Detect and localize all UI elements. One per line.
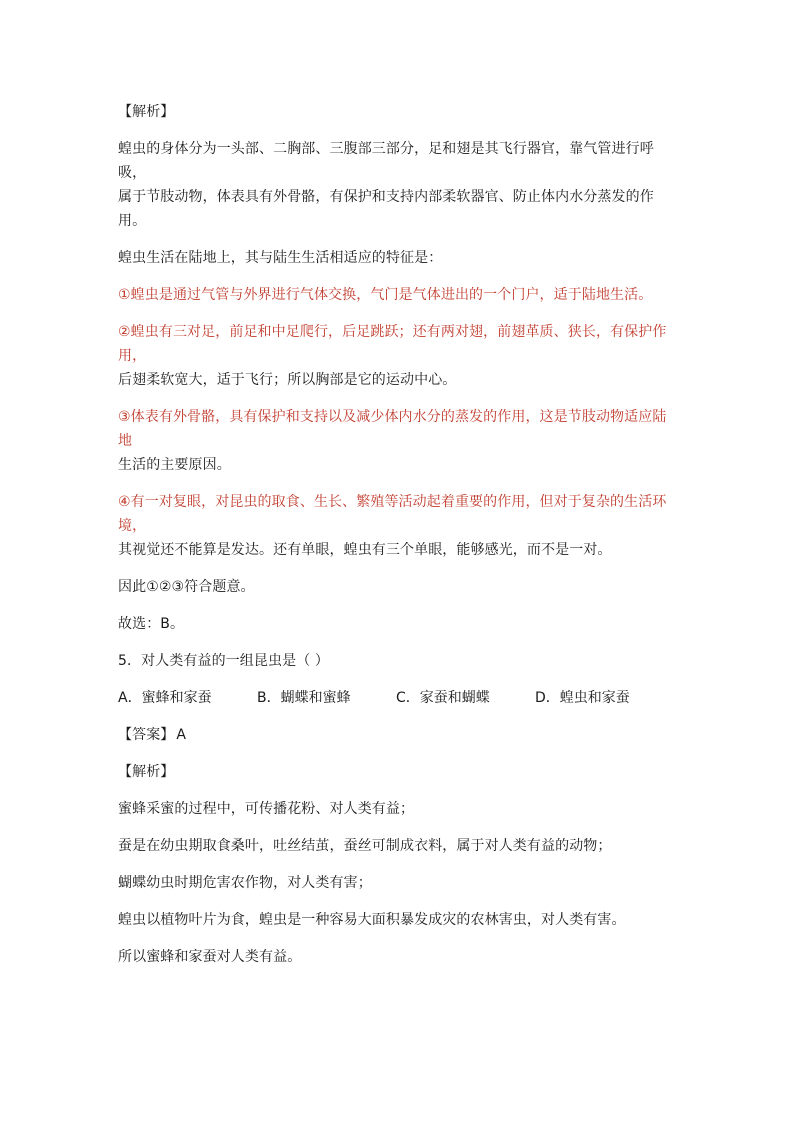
point-4 [118,490,678,562]
point-3 [118,405,678,477]
choice-line: 故选：B。 [118,616,185,632]
question-options [118,686,678,710]
point-1: ①蝗虫是通过气管与外界进行气体交换，气门是气体进出的一个门户，适于陆地生活。 [118,287,653,303]
option-c: C．家蚕和蝴蝶 [396,690,490,706]
text-line: ②蝗虫有三对足，前足和中足爬行，后足跳跃；还有两对翅，前翅革质、狭长，有保护作用， [118,324,667,364]
option-a: A．蜜蜂和家蚕 [118,690,212,706]
point-2 [118,320,678,392]
text-line: ④有一对复眼，对昆虫的取食、生长、繁殖等活动起着重要的作用，但对于复杂的生活环境， [118,494,667,534]
option-b: B．蝴蝶和蜜蜂 [257,690,351,706]
text-line: ③体表有外骨骼，具有保护和支持以及减少体内水分的蒸发的作用，这是节肢动物适应陆地 [118,409,667,449]
body-paragraph [118,137,678,233]
text-line: 其视觉还不能算是发达。还有单眼，蝗虫有三个单眼，能够感光，而不是一对。 [118,542,612,558]
answer-label: 【答案】 [118,727,175,743]
analysis-heading: 【解析】 [118,764,175,780]
analysis-line: 蚕是在幼虫期取食桑叶，吐丝结茧，蚕丝可制成衣料，属于对人类有益的动物； [118,838,612,854]
document-content [118,100,678,982]
conclusion: 因此①②③符合题意。 [118,579,255,595]
analysis-line: 蝴蝶幼虫时期危害农作物，对人类有害； [118,875,372,891]
text-line: 生活的主要原因。 [118,457,231,473]
analysis-line: 蝗虫以植物叶片为食，蝗虫是一种容易大面积暴发成灾的农林害虫，对人类有害。 [118,912,626,928]
question-stem: 5．对人类有益的一组昆虫是（ ） [118,653,329,669]
option-d: D．蝗虫和家蚕 [535,690,630,706]
text-line: 属于节肢动物，体表具有外骨骼，有保护和支持内部柔软器官、防止体内水分蒸发的作用。 [118,189,654,229]
text-line: 蝗虫的身体分为一头部、二胸部、三腹部三部分，足和翅是其飞行器官，靠气管进行呼吸， [118,141,654,181]
body-paragraph: 蝗虫生活在陆地上，其与陆生生活相适应的特征是： [118,250,443,266]
answer-value: A [176,727,187,743]
answer-line [118,723,678,747]
analysis-line: 蜜蜂采蜜的过程中，可传播花粉、对人类有益； [118,801,415,817]
analysis-line: 所以蜜蜂和家蚕对人类有益。 [118,949,302,965]
text-line: 后翅柔软宽大，适于飞行；所以胸部是它的运动中心。 [118,372,457,388]
analysis-heading: 【解析】 [118,104,175,120]
